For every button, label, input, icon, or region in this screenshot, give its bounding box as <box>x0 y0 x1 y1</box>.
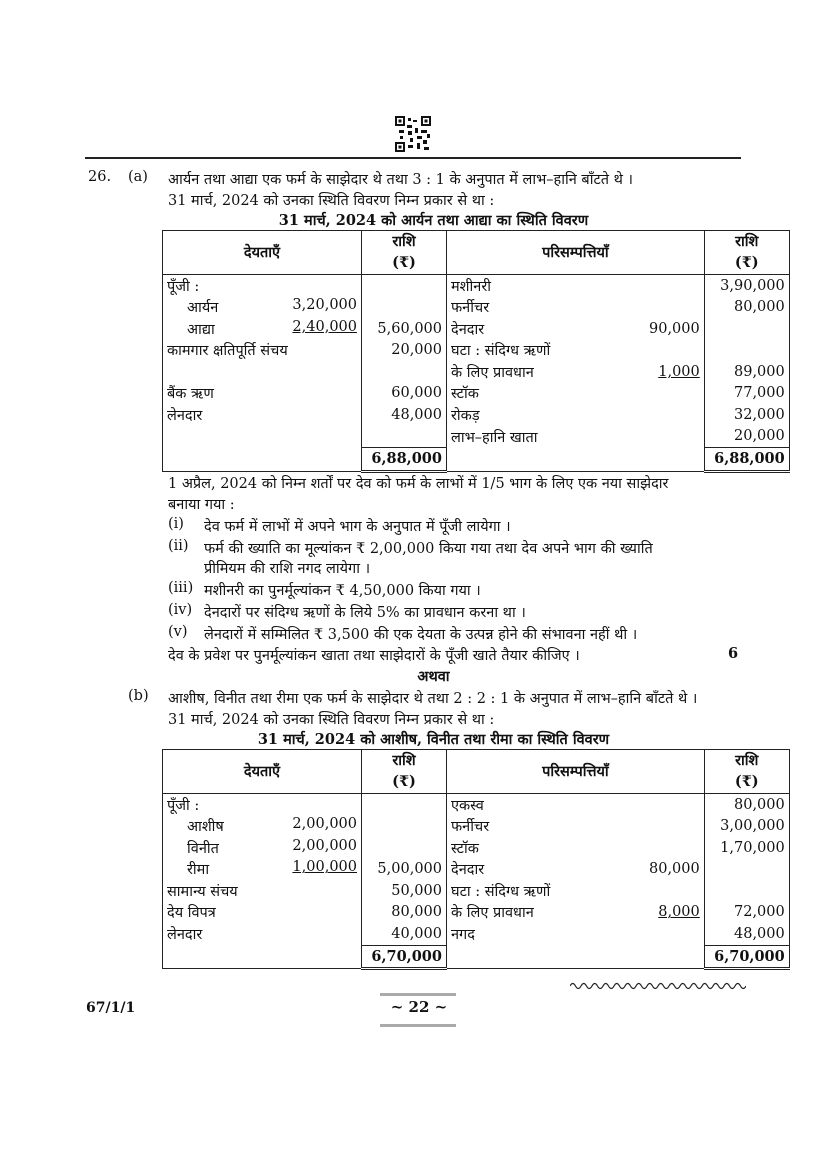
part-b-label: (b) <box>128 688 149 704</box>
header-amount: राशि <box>704 231 789 253</box>
balance-sheet-b <box>162 749 790 970</box>
header-assets: परिसम्पत्तियाँ <box>447 231 705 275</box>
question-number: 26. <box>88 169 112 185</box>
condition-text: मशीनरी का पुनर्मूल्यांकन ₹ 4,50,000 किया गया । <box>204 583 481 599</box>
table-row: पूँजी : एकस्व 80,000 <box>163 794 790 816</box>
condition-text: प्रीमियम की राशि नगद लायेगा । <box>204 561 371 577</box>
table-row: रीमा 1,00,000 5,00,000 देनदार 80,000 <box>163 859 790 881</box>
page-number: ~ 22 ~ <box>390 998 448 1016</box>
para-line2: बनाया गया : <box>168 497 235 513</box>
paper-code: 67/1/1 <box>86 1000 136 1016</box>
header-liabilities: देयताएँ <box>163 231 362 275</box>
table-row: सामान्य संचय 50,000 घटा : संदिग्ध ऋणों <box>163 880 790 902</box>
header-amount: राशि <box>362 750 447 772</box>
part-a-line2: 31 मार्च, 2024 को उनका स्थिति विवरण निम्न प्रकार से था : <box>168 193 495 209</box>
table-row: कामगार क्षतिपूर्ति संचय 20,000 घटा : संदिग्ध ऋणों <box>163 340 790 362</box>
page-number-rule <box>380 993 456 996</box>
condition-text: देनदारों पर संदिग्ध ऋणों के लिये 5% का प्रावधान करना था । <box>204 605 526 621</box>
table-row: आशीष 2,00,000 फर्नीचर 3,00,000 <box>163 816 790 838</box>
top-rule <box>85 157 741 159</box>
qr-code <box>395 116 431 152</box>
table-row: पूँजी : मशीनरी 3,90,000 <box>163 275 790 297</box>
condition-text: देव फर्म में लाभों में अपने भाग के अनुपात में पूँजी लायेगा । <box>204 519 511 535</box>
balance-sheet-a <box>162 230 790 473</box>
instruction: देव के प्रवेश पर पुनर्मूल्यांकन खाता तथा साझेदारों के पूँजी खाते तैयार कीजिए । <box>168 648 580 664</box>
part-b-line1: आशीष, विनीत तथा रीमा एक फर्म के साझेदार थे तथा 2 : 2 : 1 के अनुपात में लाभ–हानि बाँटते थे । <box>168 691 698 707</box>
header-rupee: (₹) <box>362 772 447 794</box>
table-row: लेनदार 48,000 रोकड़ 32,000 <box>163 404 790 426</box>
table-row: आर्यन 3,20,000 फर्नीचर 80,000 <box>163 297 790 319</box>
header-amount: राशि <box>704 750 789 772</box>
total-row: 6,88,000 6,88,000 <box>163 448 790 472</box>
page-number-rule <box>380 1024 456 1027</box>
condition-number: (v) <box>168 624 188 640</box>
table-b-title: 31 मार्च, 2024 को आशीष, विनीत तथा रीमा का स्थिति विवरण <box>257 731 610 748</box>
table-row: लाभ–हानि खाता 20,000 <box>163 426 790 448</box>
part-b-line2: 31 मार्च, 2024 को उनका स्थिति विवरण निम्न प्रकार से था : <box>168 712 495 728</box>
condition-number: (iii) <box>168 580 194 596</box>
table-row: लेनदार 40,000 नगद 48,000 <box>163 923 790 945</box>
table-row: देय विपत्र 80,000 के लिए प्रावधान 8,000 72,000 <box>163 902 790 924</box>
condition-text: फर्म की ख्याति का मूल्यांकन ₹ 2,00,000 किया गया तथा देव अपने भाग की ख्याति <box>204 541 653 557</box>
table-row: आद्या 2,40,000 5,60,000 देनदार 90,000 <box>163 318 790 340</box>
table-row: के लिए प्रावधान 1,000 89,000 <box>163 361 790 383</box>
part-a-line1: आर्यन तथा आद्या एक फर्म के साझेदार थे तथा 3 : 1 के अनुपात में लाभ–हानि बाँटते थे । <box>168 172 634 188</box>
part-a-label: (a) <box>128 169 148 185</box>
header-rupee: (₹) <box>704 772 789 794</box>
condition-number: (i) <box>168 516 184 532</box>
wavy-divider <box>570 980 746 992</box>
table-a-title: 31 मार्च, 2024 को आर्यन तथा आद्या का स्थिति विवरण <box>278 212 589 229</box>
table-row: बैंक ऋण 60,000 स्टॉक 77,000 <box>163 383 790 405</box>
condition-text: लेनदारों में सम्मिलित ₹ 3,500 की एक देयता के उत्पन्न होने की संभावना नहीं थी । <box>204 627 638 643</box>
header-amount: राशि <box>362 231 447 253</box>
condition-number: (iv) <box>168 602 193 618</box>
header-assets: परिसम्पत्तियाँ <box>447 750 705 794</box>
para-line1: 1 अप्रैल, 2024 को निम्न शर्तों पर देव को फर्म के लाभों में 1/5 भाग के लिए एक नया साझेदार <box>168 476 669 492</box>
table-row: विनीत 2,00,000 स्टॉक 1,70,000 <box>163 837 790 859</box>
marks: 6 <box>728 645 739 662</box>
total-row: 6,70,000 6,70,000 <box>163 945 790 969</box>
condition-number: (ii) <box>168 538 189 554</box>
header-rupee: (₹) <box>704 253 789 275</box>
or-separator: अथवा <box>417 668 450 685</box>
header-rupee: (₹) <box>362 253 447 275</box>
header-liabilities: देयताएँ <box>163 750 362 794</box>
